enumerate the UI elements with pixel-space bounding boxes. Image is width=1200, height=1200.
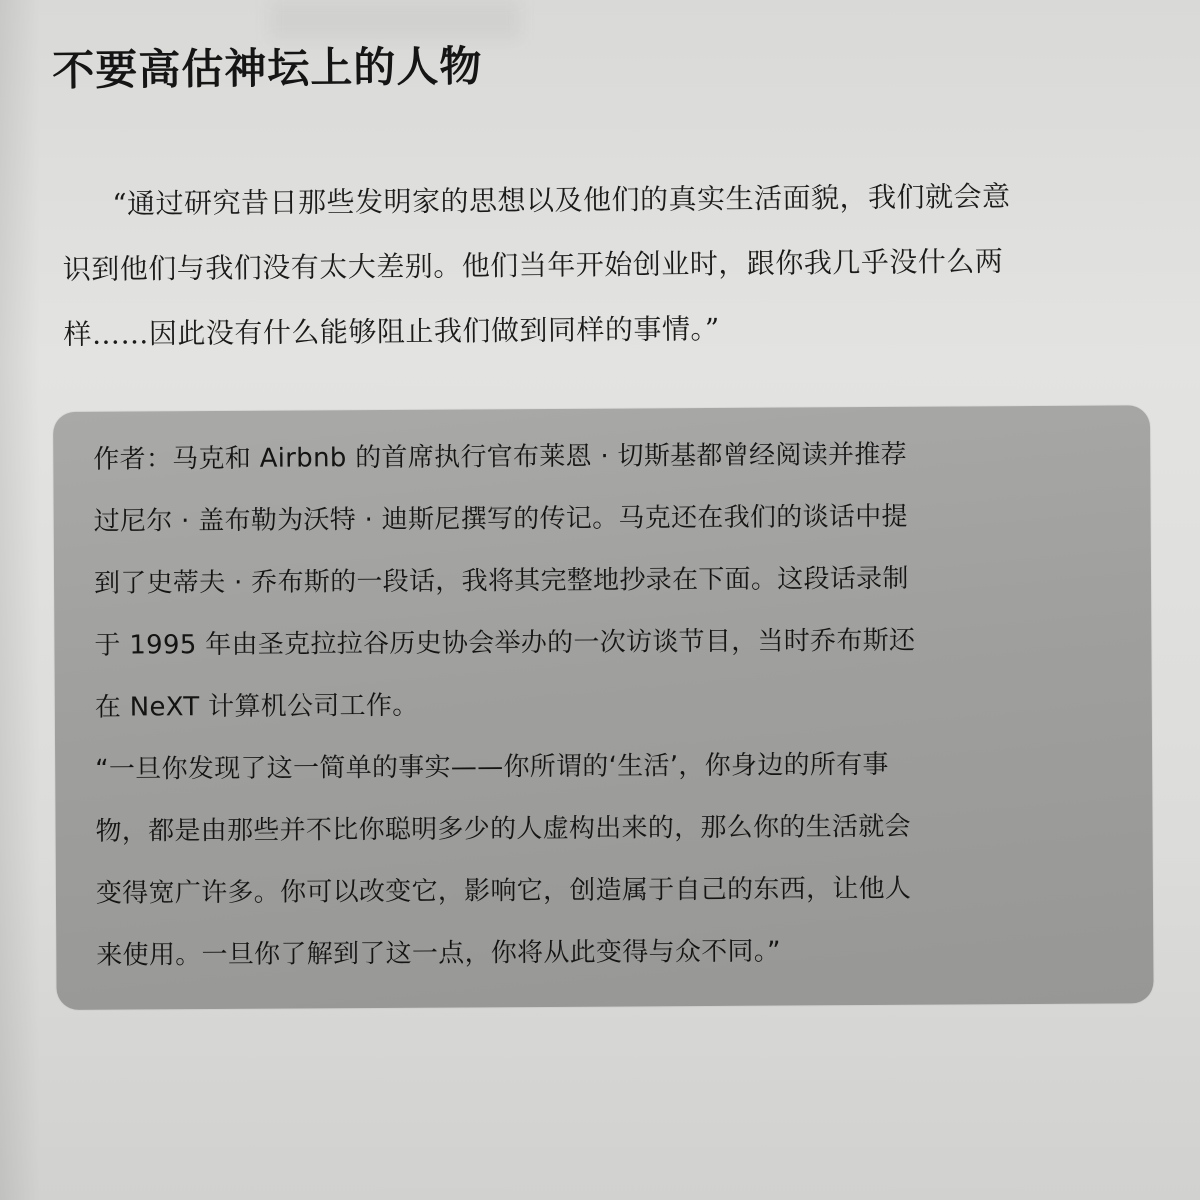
section-heading: 不要高估神坛上的人物 xyxy=(52,41,483,95)
jobs-quote-line: “一旦你发现了这一简单的事实——你所谓的‘生活’，你身边的所有事 xyxy=(95,749,889,785)
quote-line: 识到他们与我们没有太大差别。他们当年开始创业时，跟你我几乎没什么两 xyxy=(62,244,1004,286)
jobs-quote-line: 来使用。一旦你了解到了这一点，你将从此变得与众不同。” xyxy=(96,936,781,971)
note-line: 到了史蒂夫 · 乔布斯的一段话，我将其完整地抄录在下面。这段话录制 xyxy=(93,563,909,599)
author-note-text xyxy=(93,422,1126,986)
note-line: 过尼尔 · 盖布勒为沃特 · 迪斯尼撰写的传记。马克还在我们的谈话中提 xyxy=(93,501,908,537)
note-line: 在 NeXT 计算机公司工作。 xyxy=(94,690,419,723)
author-note-box xyxy=(53,405,1154,1010)
quote-line: “通过研究昔日那些发明家的思想以及他们的真实生活面貌，我们就会意 xyxy=(112,179,1011,221)
note-line: 于 1995 年由圣克拉拉谷历史协会举办的一次访谈节目，当时乔布斯还 xyxy=(94,625,916,661)
quote-line: 样……因此没有什么能够阻止我们做到同样的事情。” xyxy=(63,312,720,351)
page-edge-shadow xyxy=(0,0,40,1200)
jobs-quote-line: 变得宽广许多。你可以改变它，影响它，创造属于自己的东西，让他人 xyxy=(95,873,912,909)
opening-quote xyxy=(62,163,1149,367)
jobs-quote-line: 物，都是由那些并不比你聪明多少的人虚构出来的，那么你的生活就会 xyxy=(95,811,911,847)
note-line: 作者：马克和 Airbnb 的首席执行官布莱恩 · 切斯基都曾经阅读并推荐 xyxy=(93,439,907,475)
